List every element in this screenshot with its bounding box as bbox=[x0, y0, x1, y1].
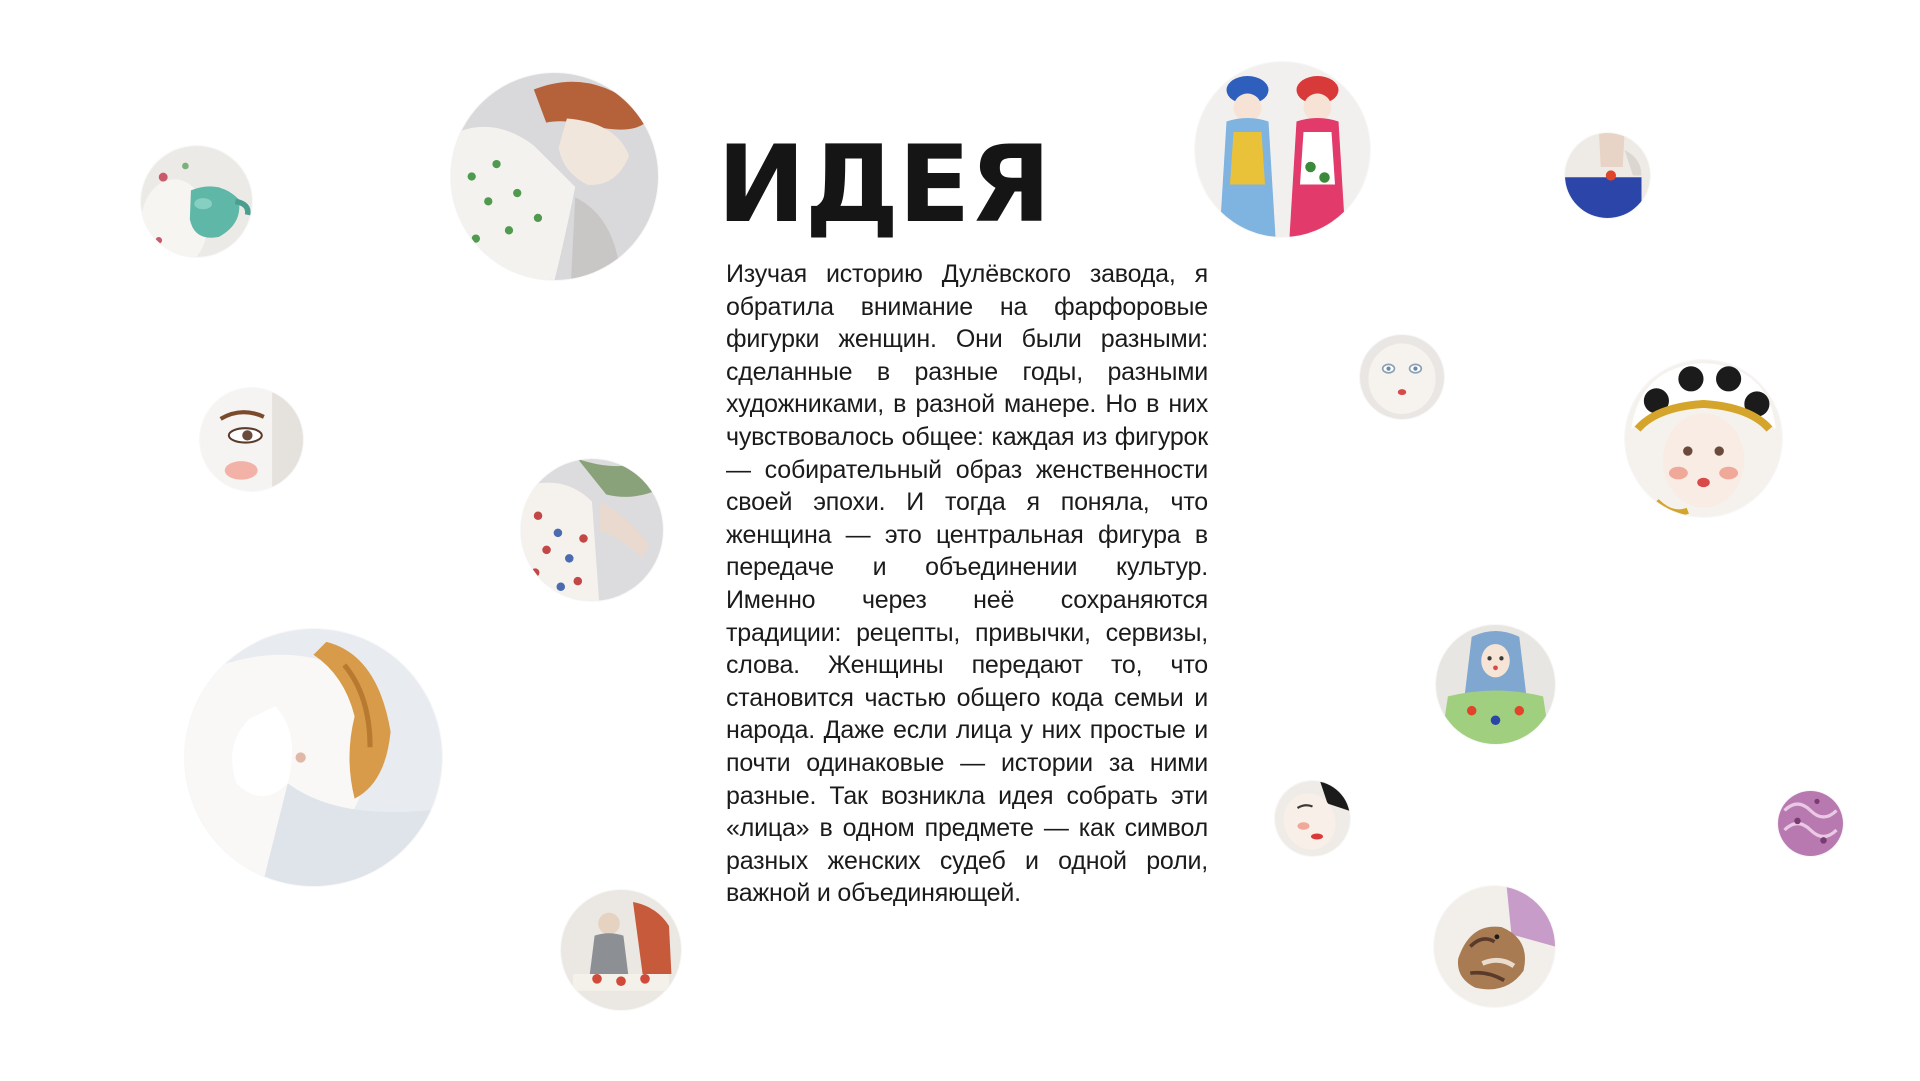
figurine-kokoshnik-photo bbox=[1625, 360, 1782, 517]
figurine-red-hair-photo bbox=[451, 73, 658, 280]
figurine-bird-photo bbox=[1434, 886, 1555, 1007]
figurine-two-dolls-photo bbox=[1195, 62, 1370, 237]
figurine-floral-dress-photo bbox=[521, 459, 663, 601]
figurine-bather-photo bbox=[185, 629, 442, 886]
figurine-tea-party-photo bbox=[561, 890, 681, 1010]
slide-body-text: Изучая историю Дулёвского завода, я обратила внимание на фарфоровые фигурки женщин. Они были разными: сделанные в разные годы, разными художниками, в разной манере. Но в них чувствовалось общее: каждая из фигурок — собирательный образ женственности своей эпохи. И тогда я поняла, что женщина — это центральная фигура в передаче и объединении культур. Именно через неё сохраняются традиции: рецепты, привычки, сервизы, слова. Женщины передают то, что становится частью общего кода семьи и народа. Даже если лица у них простые и почти одинаковые — истории за ними разные. Так возникла идея собрать эти «лица» в одном предмете — как символ разных женских судеб и одной роли, важной и объединяющей. bbox=[726, 260, 1208, 908]
figurine-face-eye-photo bbox=[200, 388, 303, 491]
figurine-blue-skirt-photo bbox=[1565, 133, 1650, 218]
figurine-teapot-photo bbox=[141, 146, 252, 257]
figurine-purple-pattern-photo bbox=[1778, 791, 1843, 856]
figurine-face-small-photo bbox=[1360, 335, 1444, 419]
slide-title: ИДЕЯ bbox=[717, 123, 1051, 246]
figurine-face-tilted-photo bbox=[1275, 781, 1350, 856]
figurine-headscarf-photo bbox=[1436, 625, 1555, 744]
